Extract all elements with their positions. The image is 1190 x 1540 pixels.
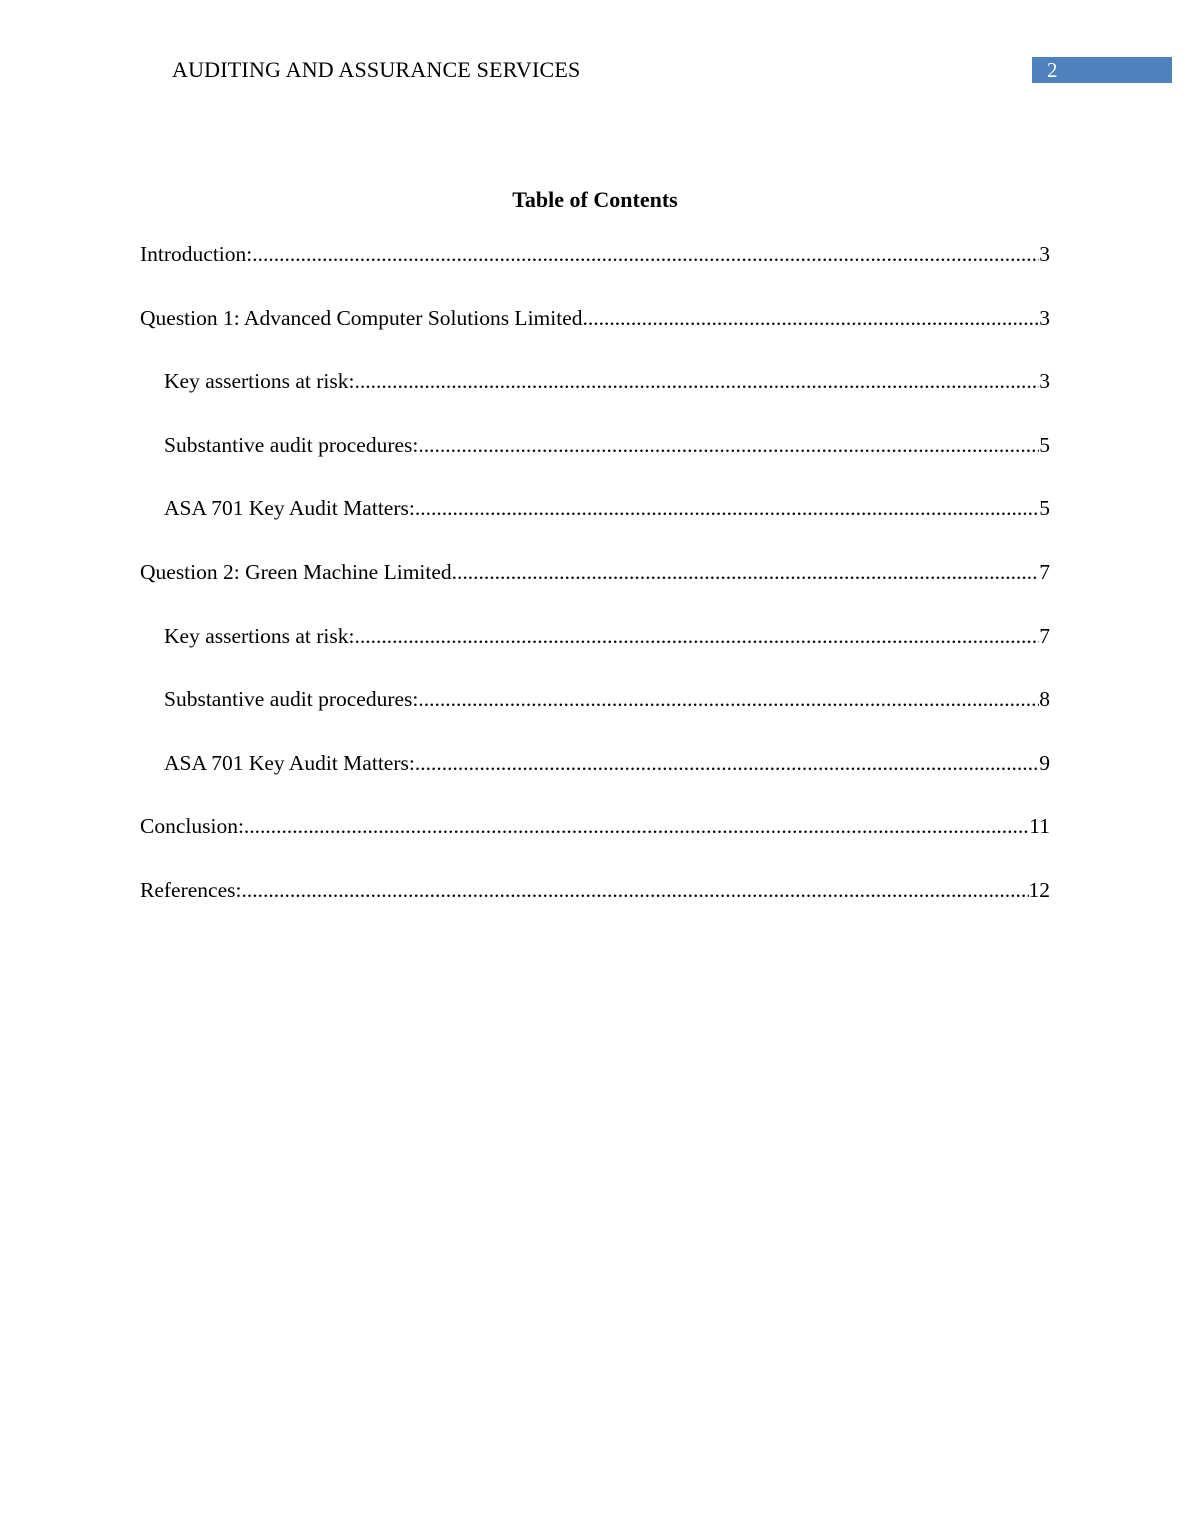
toc-entry-page: 3	[1039, 242, 1050, 266]
toc-entry-page: 8	[1039, 687, 1050, 712]
toc-entry-q1-substantive-procedures[interactable]	[140, 431, 1050, 495]
toc-heading: Table of Contents	[512, 187, 678, 212]
toc-entry-text[interactable]: Key assertions at risk:	[164, 369, 355, 394]
toc-entry-page: 9	[1039, 750, 1050, 775]
dot-leader	[418, 431, 1039, 459]
toc-entry-page: 3	[1039, 369, 1050, 394]
page-number-badge: 2	[1032, 57, 1172, 83]
toc-entry-text[interactable]: ASA 701 Key Audit Matters:	[164, 750, 415, 775]
toc-entry-q2-asa-701[interactable]	[140, 749, 1050, 813]
table-of-contents	[140, 240, 1050, 940]
dot-leader	[415, 749, 1039, 777]
toc-entry-q1-asa-701[interactable]	[140, 494, 1050, 558]
toc-entry-text[interactable]: Question 1: Advanced Computer Solutions Limited	[140, 305, 583, 330]
toc-entry-page: 7	[1039, 559, 1050, 584]
dot-leader	[354, 622, 1039, 650]
toc-entry-page: 5	[1039, 496, 1050, 521]
dot-leader	[241, 876, 1028, 904]
toc-entry-text[interactable]: Substantive audit procedures:	[164, 432, 419, 457]
toc-entry-page: 5	[1039, 432, 1050, 457]
toc-entry-introduction[interactable]	[140, 240, 1050, 304]
dot-leader	[583, 304, 1040, 332]
toc-entry-text[interactable]: Question 2: Green Machine Limited	[140, 559, 452, 584]
toc-entry-q2-substantive-procedures[interactable]	[140, 685, 1050, 749]
toc-entry-text[interactable]: ASA 701 Key Audit Matters:	[164, 496, 415, 521]
toc-entry-question-2[interactable]	[140, 558, 1050, 622]
toc-entry-page: 3	[1039, 305, 1050, 330]
toc-entry-q2-key-assertions[interactable]	[140, 622, 1050, 686]
dot-leader	[252, 240, 1039, 268]
toc-entry-page: 12	[1028, 877, 1050, 902]
toc-entry-text[interactable]: Key assertions at risk:	[164, 623, 355, 648]
toc-entry-text[interactable]: Introduction:	[140, 242, 253, 266]
toc-entry-q1-key-assertions[interactable]	[140, 367, 1050, 431]
toc-entry-page: 11	[1029, 814, 1050, 839]
dot-leader	[452, 558, 1040, 586]
toc-entry-page: 7	[1039, 623, 1050, 648]
dot-leader	[418, 685, 1039, 713]
toc-entry-references[interactable]	[140, 876, 1050, 940]
toc-entry-text[interactable]: Substantive audit procedures:	[164, 687, 419, 712]
dot-leader	[415, 494, 1039, 522]
dot-leader	[354, 367, 1039, 395]
toc-entry-question-1[interactable]	[140, 304, 1050, 368]
toc-entry-text[interactable]: Conclusion:	[140, 814, 244, 839]
toc-entry-conclusion[interactable]	[140, 812, 1050, 876]
dot-leader	[244, 812, 1029, 840]
toc-entry-text[interactable]: References:	[140, 877, 242, 902]
running-header-title: AUDITING AND ASSURANCE SERVICES	[172, 57, 581, 82]
